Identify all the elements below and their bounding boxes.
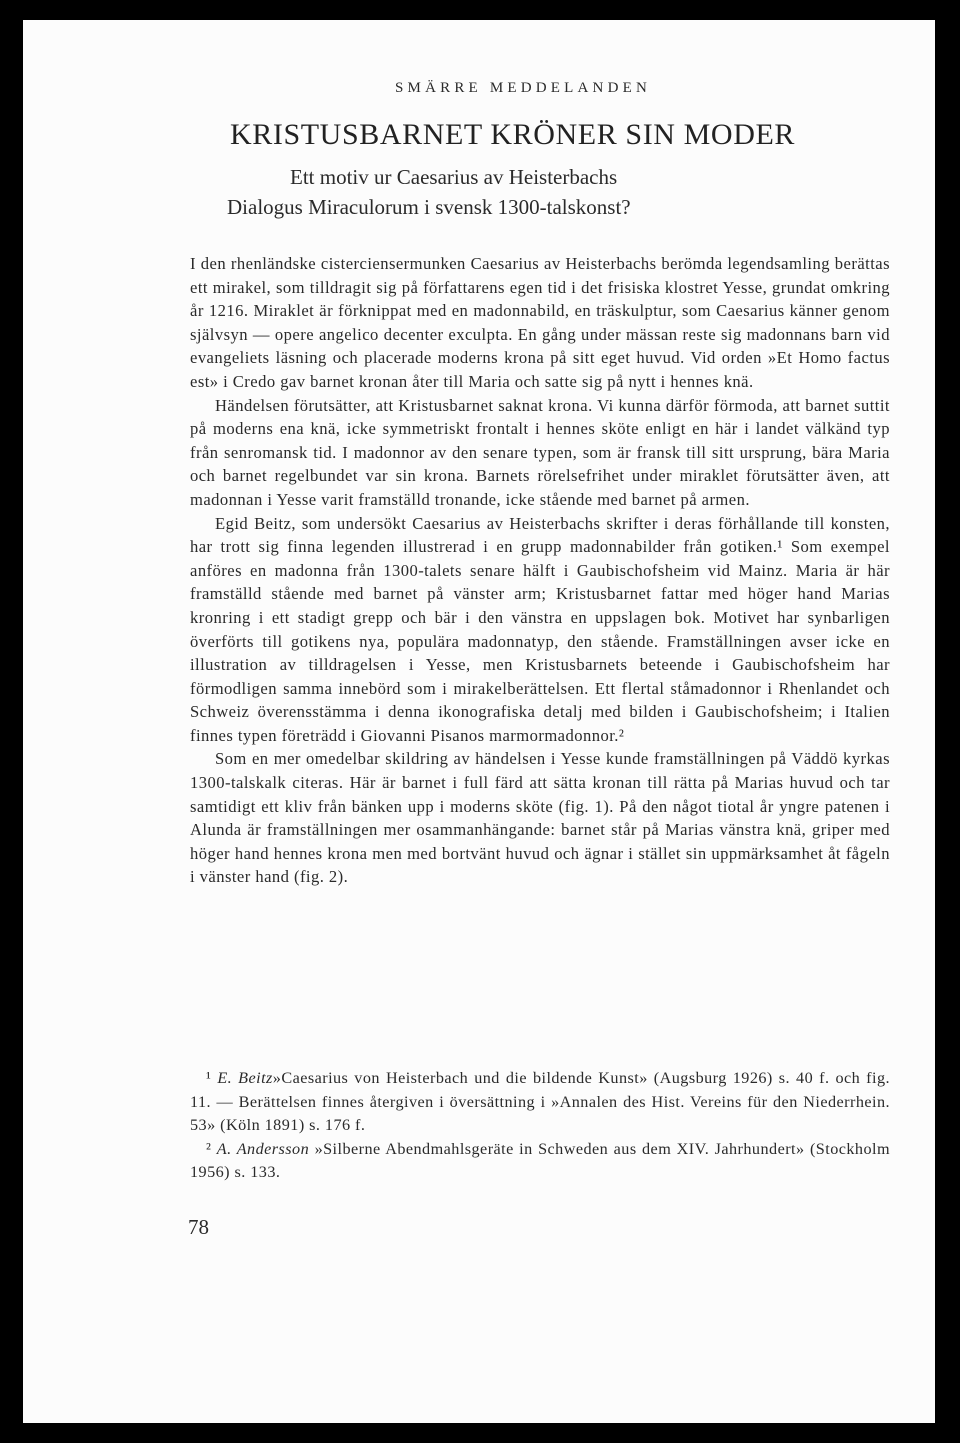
paragraph-2: Händelsen förutsätter, att Kristusbarnet saknat krona. Vi kunna därför förmoda, att barnet suttit på moderns ena knä, icke symmetriskt frontalt i hennes sköte enligt en här i landet välkänd typ från senromansk tid. I madonnor av den senare typen, som är fransk till sitt ursprung, bära Maria och barnet regelbundet var sin krona. Barnets rörelsefrihet under miraklet förutsätter även, att madonnan i Yesse varit framställd tronande, icke stående med barnet på armen.: [190, 395, 890, 509]
footnote-marker: ¹: [206, 1069, 212, 1087]
footnote-2: [190, 1138, 890, 1185]
page-number: 78: [188, 1215, 209, 1239]
footnote-1: [190, 1067, 890, 1138]
article-subtitle-line-2: Dialogus Miraculorum i svensk 1300-talskonst?: [227, 195, 631, 219]
article-subtitle-line-1: Ett motiv ur Caesarius av Heisterbachs: [290, 165, 618, 189]
footnote-marker: ²: [206, 1139, 212, 1158]
article-title: KRISTUSBARNET KRÖNER SIN MODER: [230, 118, 796, 151]
paragraph-3: Egid Beitz, som undersökt Caesarius av Heisterbachs skrifter i deras förhållande till konsten, har trott sig finna legenden illustrerad i en grupp madonnabilder från gotiken.¹ Som exempel anföres en madonna från 1300-talets senare hälft i Gaubischofsheim vid Mainz. Maria är här framställd stående med barnet på vänster arm; Kristusbarnet fattar med höger hand Marias kronring i ett stadigt grepp och bär i den vänstra en uppslagen bok. Motivet har synbarligen överförts till gotikens nya, populära madonnatyp, den stående. Framställningen avser icke en illustration av tilldragelsen i Yesse, men Kristusbarnets beteende i Gaubischofsheim har förmodligen samma innebörd som i mirakelberättelsen. Ett flertal ståmadonnor i Rhenlandet och Schweiz överensstämma i denna ikonografiska detalj med bilden i Gaubischofsheim; i Italien finnes typen företrädd i Giovanni Pisanos marmormadonnor.²: [190, 513, 890, 745]
footnote-author: A. Andersson: [216, 1139, 310, 1158]
footnote-text: »Caesarius von Heisterbach und die bildende Kunst» (Augsburg 1926) s. 40 f. och fig. 11. — Berättelsen finnes återgiven i översättning i »Annalen des Hist. Vereins für den Niederrhein. 53» (Köln 1891) s. 176 f.: [190, 1069, 891, 1135]
article-body: [190, 252, 890, 889]
footnote-author: E. Beitz: [217, 1069, 273, 1087]
paragraph-1: I den rhenländske cisterciensermunken Caesarius av Heisterbachs berömda legendsamling berättas ett mirakel, som tilldragit sig på författarens egen tid i det frisiska klostret Yesse, grundat omkring år 1216. Miraklet är förknippat med en madonnabild, en träskulptur, som Caesarius känner genom självsyn — opere angelico decenter exculpta. En gång under mässan reste sig madonnans barn vid evangeliets läsning och placerade moderns krona på sitt eget huvud. Vid orden »Et Homo factus est» i Credo gav barnet kronan åter till Maria och satte sig på nytt i hennes knä.: [190, 254, 890, 391]
paragraph-4: Som en mer omedelbar skildring av händelsen i Yesse kunde framställningen på Väddö kyrkas 1300-talskalk citeras. Här är barnet i full färd att sätta kronan till rätta på Marias huvud och tar samtidigt ett kliv från bänken upp i moderns sköte (fig. 1). På den något tiotal år yngre patenen i Alunda är framställningen mer osammanhängande: barnet står på Marias vänstra knä, griper med höger hand hennes krona men med bortvänt huvud och ägnar i stället sin uppmärksamhet åt fågeln i vänster hand (fig. 2).: [190, 749, 890, 887]
footnote-text: »Silberne Abendmahlsgeräte in Schweden aus dem XIV. Jahrhundert» (Stockholm 1956) s. 133.: [190, 1139, 891, 1182]
scanned-page: [23, 20, 935, 1423]
section-label: SMÄRRE MEDDELANDEN: [395, 80, 652, 96]
footnotes: [190, 1067, 890, 1185]
